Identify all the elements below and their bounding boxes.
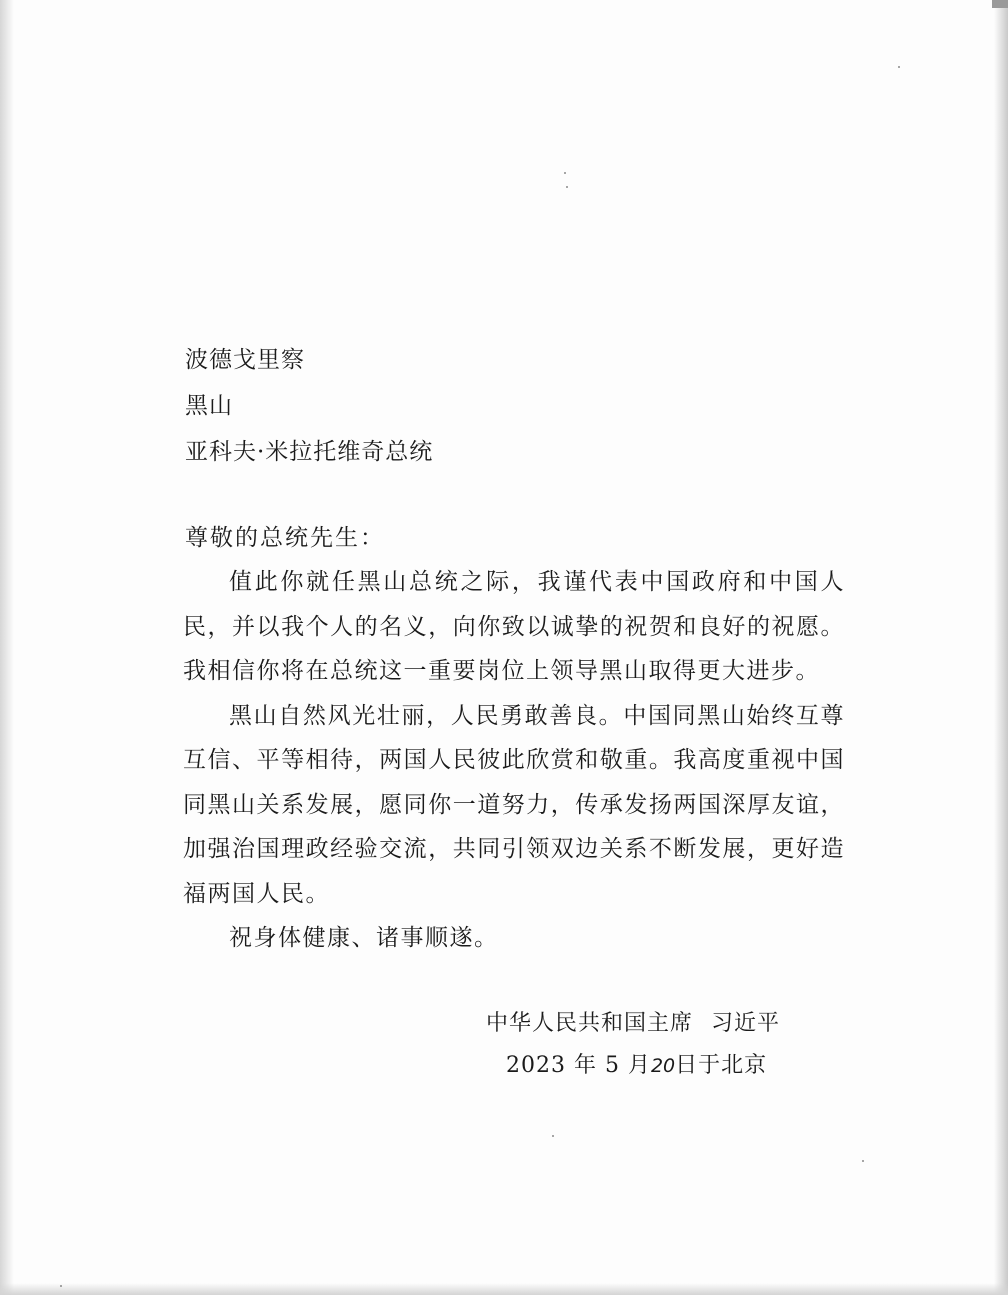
signature-block — [486, 1003, 780, 1087]
body-paragraph: 祝身体健康、诸事顺遂。 — [229, 925, 499, 951]
recipient-city: 波德戈里察 — [185, 347, 305, 373]
recipient-country: 黑山 — [185, 393, 233, 419]
date-place: 日于北京 — [675, 1053, 768, 1078]
signature-date — [486, 1045, 780, 1087]
recipient-name: 亚科夫·米拉托维奇总统 — [185, 439, 434, 465]
scan-speck — [862, 1160, 864, 1162]
recipient-block — [185, 337, 433, 475]
date-year-month: 2023 年 5 月 — [506, 1053, 651, 1078]
signer-name: 习近平 — [711, 1011, 781, 1036]
scan-speck — [566, 186, 568, 188]
letter-body — [183, 560, 845, 961]
scan-edge-right — [994, 0, 1008, 1295]
scan-speck — [552, 1135, 554, 1137]
scan-edge-left — [0, 0, 14, 1295]
body-paragraph: 黑山自然风光壮丽，人民勇敢善良。中国同黑山始终互尊互信、平等相待，两国人民彼此欣赏和敬重。我高度重视中国同黑山关系发展，愿同你一道努力，传承发扬两国深厚友谊，加强治国理政经验交流，共同引领双边关系不断发展，更好造福两国人民。 — [183, 702, 845, 907]
scan-speck — [564, 172, 566, 174]
scan-speck — [898, 66, 900, 68]
scan-speck — [60, 1285, 62, 1287]
body-paragraph: 值此你就任黑山总统之际，我谨代表中国政府和中国人民，并以我个人的名义，向你致以诚挚的祝贺和良好的祝愿。我相信你将在总统这一重要岗位上领导黑山取得更大进步。 — [183, 569, 845, 684]
scan-corner-mark — [992, 0, 1008, 8]
signer-title: 中华人民共和国主席 — [486, 1011, 694, 1036]
date-day-handwritten: 20 — [650, 1055, 676, 1077]
salutation: 尊敬的总统先生： — [185, 525, 385, 551]
scan-edge-bottom — [0, 1283, 1008, 1295]
signature-line — [486, 1003, 780, 1045]
